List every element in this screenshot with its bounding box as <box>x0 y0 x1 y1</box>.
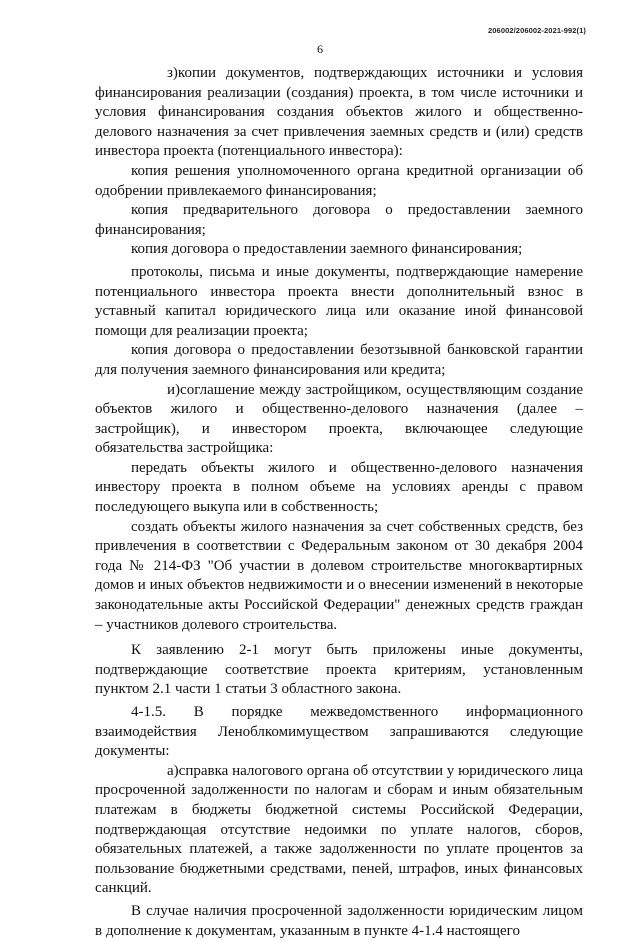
paragraph: копия решения уполномоченного органа кредитной организации об одобрении привлекаемого финансирования; <box>95 162 583 199</box>
list-marker: и) <box>167 381 181 398</box>
paragraph: протоколы, письма и иные документы, подтверждающие намерение потенциального инвестора проекта внести дополнительный взнос в уставный капитал юридического лица или оказание иной финансовой помощи для реализации проекта; <box>95 263 583 339</box>
page-number: 6 <box>317 42 323 56</box>
paragraph: создать объекты жилого назначения за счет собственных средств, без привлечения в соответствии с Федеральным законом от 30 декабря 2004 года № 214-ФЗ "Об участии в долевом строительстве многоквартирных домов и иных объектов недвижимости и о внесении изменений в некоторые законодательные акты Российской Федерации" денежных средств граждан – участников долевого строительства. <box>95 518 583 633</box>
paragraph: копия предварительного договора о предоставлении заемного финансирования; <box>95 202 583 238</box>
list-marker: з) <box>167 65 178 81</box>
list-item-i <box>95 381 583 459</box>
list-marker: а) <box>167 762 179 779</box>
paragraph: В случае наличия просроченной задолженности юридическим лицом в дополнение к документам, указанным в пункте 4-1.4 настоящего <box>95 902 583 939</box>
paragraph: К заявлению 2-1 могут быть приложены иные документы, подтверждающие соответствие проекта критериям, установленным пунктом 2.1 части 1 статьи 3 областного закона. <box>95 642 583 698</box>
paragraph: копия договора о предоставлении заемного финансирования; <box>131 241 523 258</box>
list-item-text: справка налогового органа об отсутствии у юридического лица просроченной задолженности по налогам и сборам и иным обязательным платежам в бюджеты бюджетной системы Российской Федерации, подтверждающая отсутствие недоимки по уплате налогов, сборов, обязательных платежей, а также задолженности по уплате процентов за пользование бюджетными средствами, пеней, штрафов, иных финансовых санкций. <box>95 762 583 897</box>
list-item-text: копии документов, подтверждающих источники и условия финансирования реализации (создания) проекта, в том числе источники и условия финансирования создания объектов жилого и общественно-делового назначения за счет привлечения заемных средств и (или) средств инвестора проекта (потенциального инвестора): <box>95 65 583 160</box>
paragraph: 4-1.5. В порядке межведомственного информационного взаимодействия Леноблкомимуществом запрашиваются следующие документы: <box>95 704 583 760</box>
document-body <box>95 64 583 941</box>
paragraph: копия договора о предоставлении безотзывной банковской гарантии для получения заемного финансирования или кредита; <box>95 342 583 378</box>
list-item-a <box>95 762 583 899</box>
list-item-text: соглашение между застройщиком, осуществляющим создание объектов жилого и общественно-делового назначения (далее – застройщик), и инвестором проекта, включающее следующие обязательства застройщика: <box>95 381 583 457</box>
paragraph: передать объекты жилого и общественно-делового назначения инвестору проекта в полном объеме на условиях аренды с правом последующего выкупа или в собственность; <box>95 459 583 516</box>
document-id: 206002/206002-2021-992(1) <box>488 26 586 35</box>
list-item-z <box>95 64 583 162</box>
